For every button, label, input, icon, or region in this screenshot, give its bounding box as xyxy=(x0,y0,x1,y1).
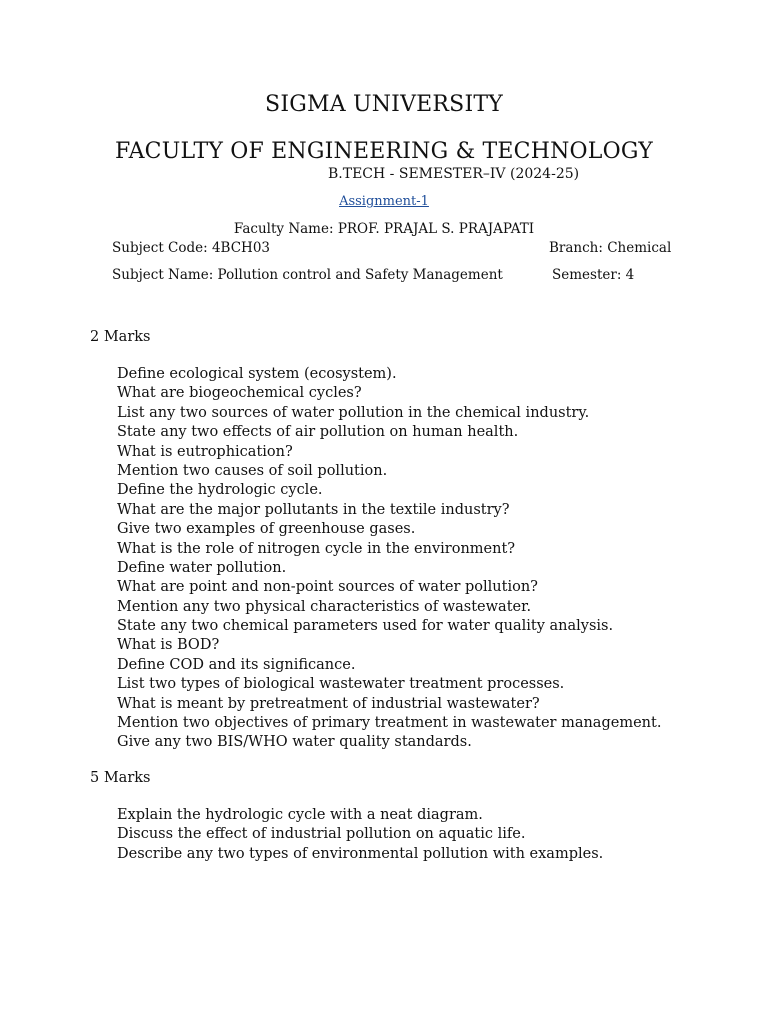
question-item: What are the major pollutants in the textile industry? xyxy=(117,501,510,518)
faculty-name: Faculty Name: PROF. PRAJAL S. PRAJAPATI xyxy=(233,221,535,237)
question-item: What is meant by pretreatment of industrial wastewater? xyxy=(117,695,540,712)
question-item: What are point and non-point sources of water pollution? xyxy=(117,579,538,596)
question-list-5-marks xyxy=(117,806,603,864)
question-item: State any two effects of air pollution on human health. xyxy=(117,424,519,441)
question-item: List two types of biological wastewater treatment processes. xyxy=(117,676,565,693)
question-list-2-marks xyxy=(117,365,661,753)
semester: Semester: 4 xyxy=(552,267,635,283)
program-semester-line: B.TECH - SEMESTER–IV (2024-25) xyxy=(328,166,580,182)
question-item: Define water pollution. xyxy=(117,559,287,576)
question-item: Define the hydrologic cycle. xyxy=(117,482,323,499)
question-item: What is BOD? xyxy=(117,637,220,654)
question-item: What is the role of nitrogen cycle in the environment? xyxy=(117,540,516,557)
question-item: List any two sources of water pollution in the chemical industry. xyxy=(117,404,590,421)
question-item: Mention two objectives of primary treatment in wastewater management. xyxy=(117,715,662,732)
subject-name: Subject Name: Pollution control and Safety Management xyxy=(112,267,503,283)
university-title: SIGMA UNIVERSITY xyxy=(265,92,503,117)
question-item: Mention two causes of soil pollution. xyxy=(117,462,388,479)
question-item: Give any two BIS/WHO water quality standards. xyxy=(117,734,472,751)
branch: Branch: Chemical xyxy=(549,240,672,256)
question-item: Define COD and its significance. xyxy=(117,656,356,673)
section-heading-2-marks: 2 Marks xyxy=(90,329,151,345)
question-item: Discuss the effect of industrial pollution on aquatic life. xyxy=(117,826,526,843)
assignment-title: Assignment-1 xyxy=(339,194,429,209)
question-item: Give two examples of greenhouse gases. xyxy=(117,521,416,538)
section-heading-5-marks: 5 Marks xyxy=(90,770,151,786)
faculty-title: FACULTY OF ENGINEERING & TECHNOLOGY xyxy=(115,139,653,164)
question-item: What is eutrophication? xyxy=(117,443,293,460)
question-item: Explain the hydrologic cycle with a neat diagram. xyxy=(117,807,483,823)
question-item: Describe any two types of environmental pollution with examples. xyxy=(117,845,604,862)
question-item: Define ecological system (ecosystem). xyxy=(117,366,397,382)
question-item: State any two chemical parameters used for water quality analysis. xyxy=(117,618,614,635)
subject-code: Subject Code: 4BCH03 xyxy=(112,240,271,256)
question-item: Mention any two physical characteristics of wastewater. xyxy=(117,598,532,615)
question-item: What are biogeochemical cycles? xyxy=(117,385,362,402)
